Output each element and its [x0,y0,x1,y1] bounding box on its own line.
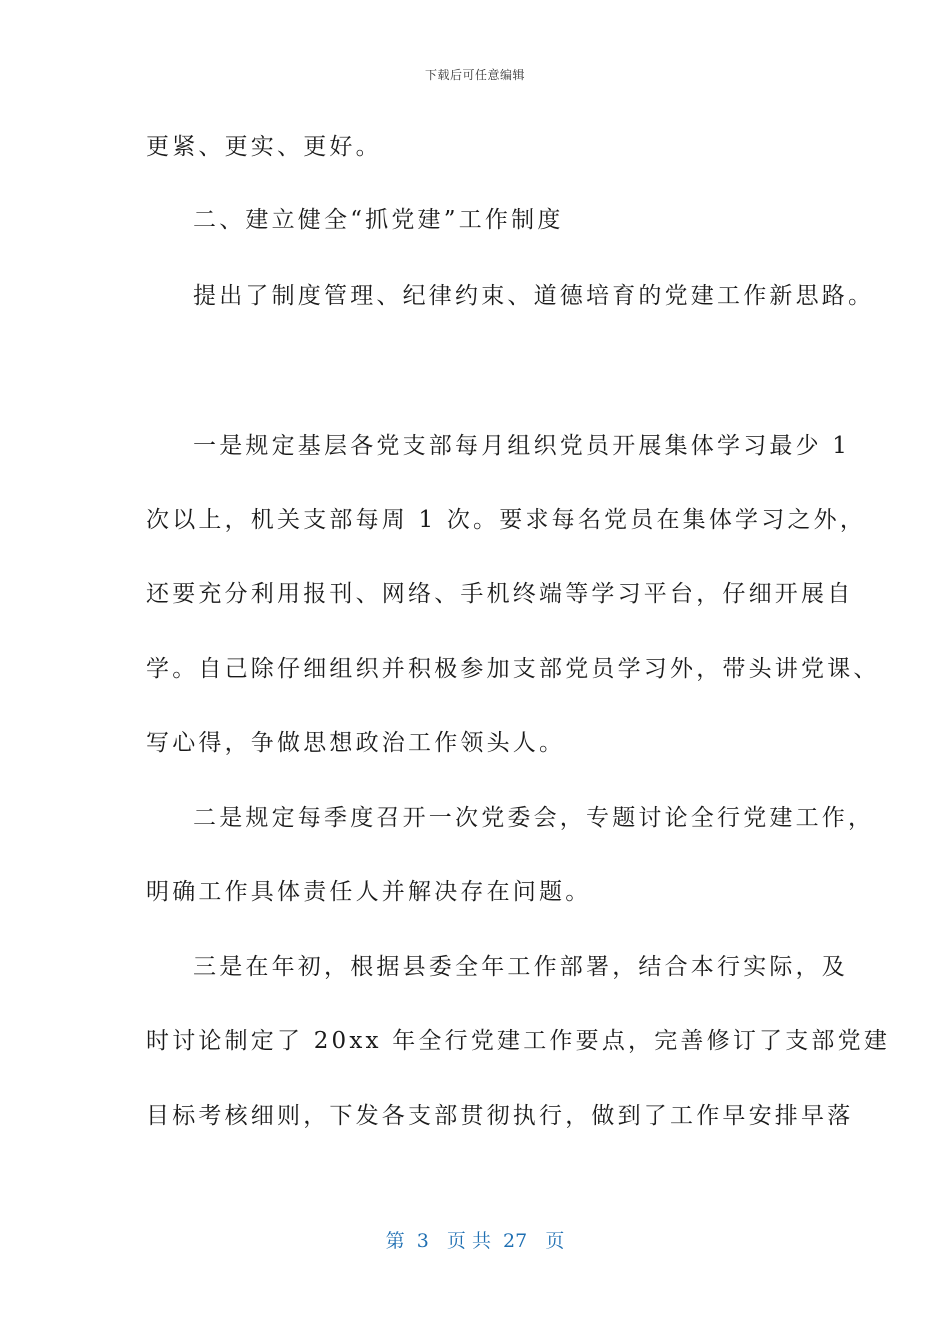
body-line-12: 时讨论制定了 20xx 年全行党建工作要点，完善修订了支部党建 [146,1028,891,1054]
body-line-13: 目标考核细则，下发各支部贯彻执行，做到了工作早安排早落 [146,1103,854,1129]
body-line-11: 三是在年初，根据县委全年工作部署，结合本行实际，及 [193,954,848,980]
body-line-6: 还要充分利用报刊、网络、手机终端等学习平台，仔细开展自 [146,581,854,607]
page-number-footer: 第 3 页 共 27 页 [385,1230,565,1252]
body-line-3: 提出了制度管理、纪律约束、道德培育的党建工作新思路。 [193,283,875,309]
body-line-5: 次以上，机关支部每周 1 次。要求每名党员在集体学习之外， [146,507,867,533]
body-line-10: 明确工作具体责任人并解决存在问题。 [146,879,592,905]
body-line-1: 更紧、更实、更好。 [146,134,382,160]
body-line-7: 学。自己除仔细组织并积极参加支部党员学习外，带头讲党课、 [146,656,880,682]
body-line-8: 写心得，争做思想政治工作领头人。 [146,730,566,756]
body-line-4: 一是规定基层各党支部每月组织党员开展集体学习最少 1 [193,433,851,459]
body-line-9: 二是规定每季度召开一次党委会，专题讨论全行党建工作， [193,805,875,831]
page-header: 下载后可任意编辑 [424,68,525,82]
body-line-2: 二、建立健全“抓党建”工作制度 [193,207,564,233]
